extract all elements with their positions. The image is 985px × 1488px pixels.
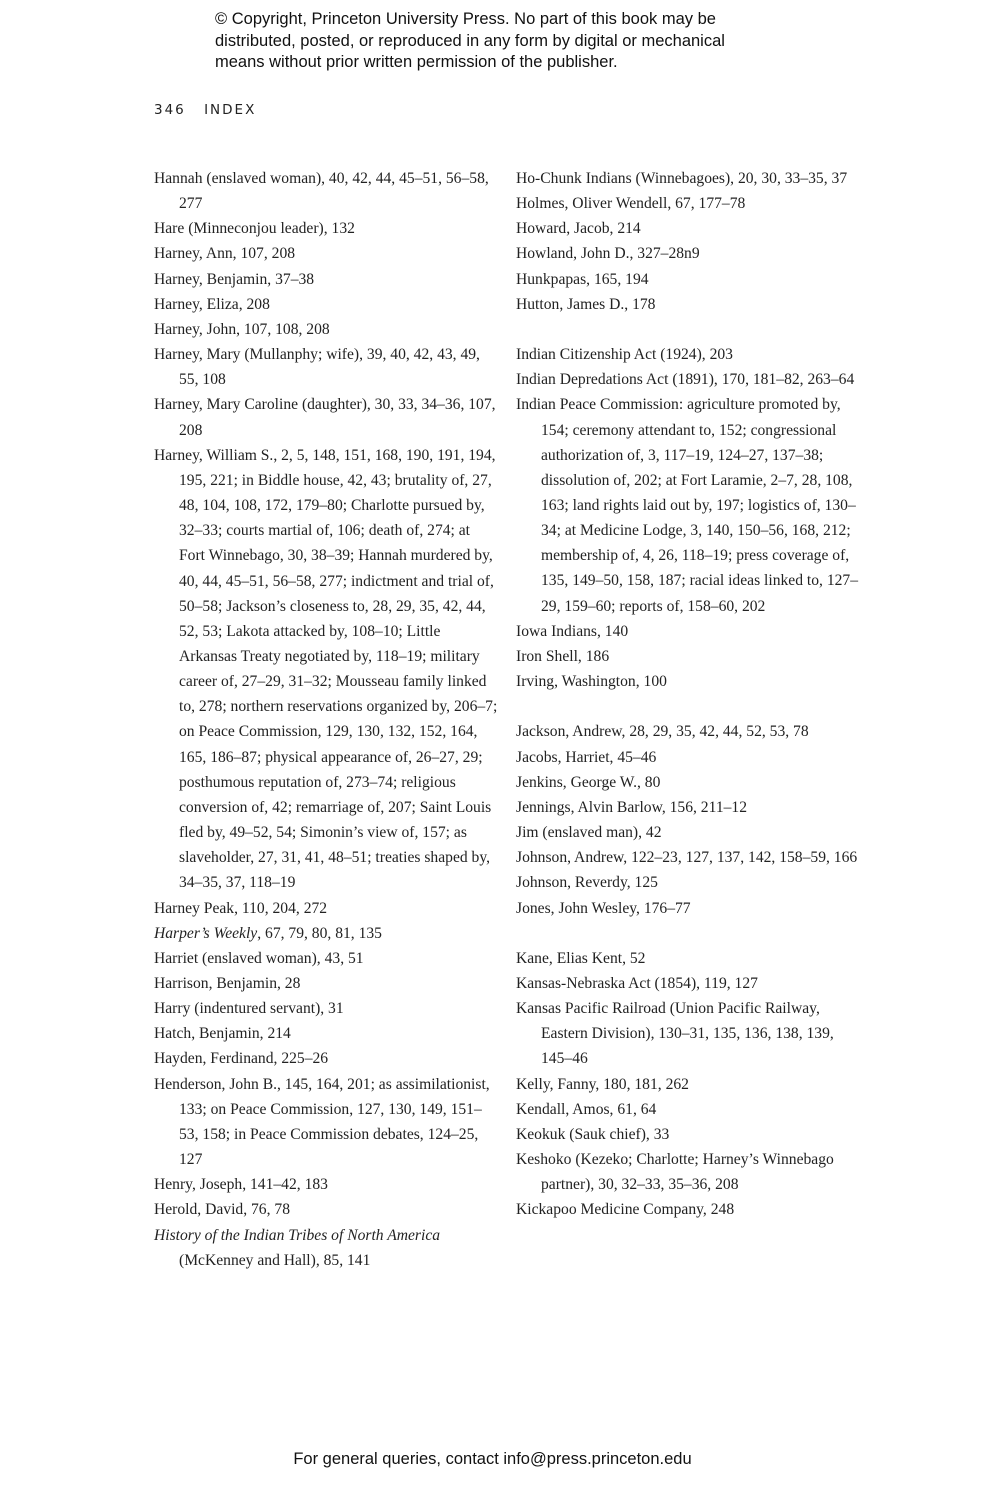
index-entry	[516, 996, 861, 1071]
index-entry-text: Kansas Pacific Railroad (Union Pacific Railway, Eastern Division), 130–31, 135, 136, 138, 139, 145–46	[516, 1000, 834, 1068]
section-title: INDEX	[204, 102, 257, 118]
index-entry	[154, 342, 499, 392]
index-entry-text: Henry, Joseph, 141–42, 183	[154, 1176, 328, 1194]
index-entry-text: Johnson, Andrew, 122–23, 127, 137, 142, 158–59, 166	[516, 849, 858, 867]
index-entry	[516, 795, 861, 820]
index-entry-text: Kickapoo Medicine Company, 248	[516, 1201, 735, 1219]
index-entry	[516, 971, 861, 996]
page-number: 346	[154, 102, 186, 118]
index-entry	[516, 1097, 861, 1122]
index-entry-text: (McKenney and Hall), 85, 141	[179, 1251, 371, 1269]
index-entry-text: Howland, John D., 327–28n9	[516, 245, 700, 263]
index-entry	[516, 392, 861, 618]
index-entry	[516, 216, 861, 241]
index-entry-text: Hannah (enslaved woman), 40, 42, 44, 45–51, 56–58, 277	[154, 170, 489, 213]
index-entry-text: Harney, Mary (Mullanphy; wife), 39, 40, 42, 43, 49, 55, 108	[154, 346, 480, 389]
index-entry-text: Howard, Jacob, 214	[516, 220, 641, 238]
index-entry	[516, 1122, 861, 1147]
index-entry-text: Kane, Elias Kent, 52	[516, 949, 646, 967]
index-entry-text: Irving, Washington, 100	[516, 673, 667, 691]
index-entry	[516, 1197, 861, 1222]
index-entry	[154, 443, 499, 896]
index-entry-text: Harry (indentured servant), 31	[154, 1000, 344, 1018]
running-head	[154, 102, 256, 118]
index-entry	[154, 996, 499, 1021]
index-entry	[154, 216, 499, 241]
index-entry	[516, 191, 861, 216]
index-entry	[516, 619, 861, 644]
index-entry-text: Kansas-Nebraska Act (1854), 119, 127	[516, 974, 758, 992]
index-entry-title: History of the Indian Tribes of North America	[154, 1226, 441, 1244]
index-entry-text: Keokuk (Sauk chief), 33	[516, 1125, 670, 1143]
index-entry-text: Harney, William S., 2, 5, 148, 151, 168, 190, 191, 194, 195, 221; in Biddle house, 42, 43; brutality of, 27, 48, 104, 108, 172, 179–80; Charlotte pursued by, 32–33; courts martial of, 106; death of, 274; at Fort Winnebago, 30, 38–39; Hannah murdered by, 40, 44, 45–51, 56–58, 277; indictment and trial of, 50–58; Jackson’s closeness to, 28, 29, 35, 42, 44, 52, 53; Lakota attacked by, 108–10; Little Arkansas Treaty negotiated by, 118–19; military career of, 27–29, 31–32; Mousseau family linked to, 278; northern reservations organized by, 206–7; on Peace Commission, 129, 130, 132, 152, 164, 165, 186–87; physical appearance of, 26–27, 29; posthumous reputation of, 273–74; religious conversion of, 42; remarriage of, 207; Saint Louis fled by, 49–52, 54; Simonin’s view of, 157; as slaveholder, 27, 31, 41, 48–51; treaties shaped by, 34–35, 37, 118–19	[154, 446, 498, 892]
index-entry	[516, 820, 861, 845]
index-entry	[154, 392, 499, 442]
index-column-right	[516, 166, 861, 1223]
copyright-line: means without prior written permission of the publisher.	[215, 53, 618, 71]
copyright-line: distributed, posted, or reproduced in any form by digital or mechanical	[215, 31, 725, 50]
index-entry-text: Jacobs, Harriet, 45–46	[516, 748, 657, 766]
index-entry	[516, 1072, 861, 1097]
index-entry	[516, 669, 861, 694]
index-entry-text: Iron Shell, 186	[516, 647, 610, 665]
index-entry-text: Iowa Indians, 140	[516, 622, 629, 640]
index-entry	[154, 1021, 499, 1046]
index-entry	[516, 845, 861, 870]
index-entry	[154, 241, 499, 266]
index-entry	[154, 896, 499, 921]
index-entry	[516, 292, 861, 317]
index-entry-text: Hayden, Ferdinand, 225–26	[154, 1050, 329, 1068]
index-entry	[516, 745, 861, 770]
index-entry	[516, 166, 861, 191]
index-entry-text: Henderson, John B., 145, 164, 201; as assimilationist, 133; on Peace Commission, 127, 130, 149, 151–53, 158; in Peace Commission debates, 124–25, 127	[154, 1075, 490, 1169]
index-entry	[516, 770, 861, 795]
index-entry-text: Harrison, Benjamin, 28	[154, 975, 301, 992]
index-entry-text: Hutton, James D., 178	[516, 295, 656, 313]
index-entry-text: Herold, David, 76, 78	[154, 1201, 290, 1219]
index-entry-title: Harper’s Weekly	[154, 924, 258, 942]
index-entry	[154, 921, 499, 946]
index-entry-text: , 67, 79, 80, 81, 135	[257, 924, 382, 942]
index-entry-text: Harney, Ann, 107, 208	[154, 245, 296, 263]
index-entry-text: Hunkpapas, 165, 194	[516, 270, 649, 288]
index-entry	[154, 1172, 499, 1197]
index-entry-text: Hare (Minneconjou leader), 132	[154, 220, 355, 238]
index-entry-text: Harney, Mary Caroline (daughter), 30, 33, 34–36, 107, 208	[154, 396, 496, 439]
index-entry-text: Kendall, Amos, 61, 64	[516, 1100, 657, 1118]
index-entry	[154, 946, 499, 971]
index-entry-text: Indian Citizenship Act (1924), 203	[516, 346, 733, 364]
index-entry-text: Harney Peak, 110, 204, 272	[154, 899, 328, 917]
copyright-notice	[215, 9, 815, 74]
copyright-line: © Copyright, Princeton University Press. No part of this book may be	[215, 10, 716, 28]
index-entry-text: Jackson, Andrew, 28, 29, 35, 42, 44, 52, 53, 78	[516, 723, 809, 741]
index-entry	[516, 367, 861, 392]
index-entry-text: Harriet (enslaved woman), 43, 51	[154, 949, 364, 967]
index-entry	[154, 1223, 499, 1273]
index-entry	[154, 1046, 499, 1071]
index-entry	[516, 870, 861, 895]
index-entry	[154, 1072, 499, 1173]
index-entry-text: Johnson, Reverdy, 125	[516, 874, 658, 892]
index-entry	[516, 267, 861, 292]
index-entry-text: Indian Depredations Act (1891), 170, 181–82, 263–64	[516, 371, 855, 389]
index-entry-text: Keshoko (Kezeko; Charlotte; Harney’s Winnebago partner), 30, 32–33, 35–36, 208	[516, 1151, 834, 1194]
index-entry-text: Holmes, Oliver Wendell, 67, 177–78	[516, 195, 746, 213]
index-entry	[516, 719, 861, 744]
index-entry	[516, 644, 861, 669]
index-column-left	[154, 166, 499, 1273]
index-entry-text: Jenkins, George W., 80	[516, 773, 661, 791]
index-entry-text: Jones, John Wesley, 176–77	[516, 899, 691, 917]
index-entry	[154, 317, 499, 342]
index-entry-text: Hatch, Benjamin, 214	[154, 1025, 291, 1043]
index-entry	[154, 1197, 499, 1222]
index-entry	[154, 292, 499, 317]
index-entry-text: Jennings, Alvin Barlow, 156, 211–12	[516, 798, 748, 816]
index-entry	[154, 166, 499, 216]
index-entry-text: Harney, Eliza, 208	[154, 295, 270, 313]
index-entry-text: Ho-Chunk Indians (Winnebagoes), 20, 30, 33–35, 37	[516, 170, 848, 187]
index-entry	[154, 971, 499, 996]
index-entry	[516, 342, 861, 367]
index-entry	[516, 896, 861, 921]
index-entry-text: Jim (enslaved man), 42	[516, 824, 662, 842]
index-entry	[154, 267, 499, 292]
index-entry-text: Indian Peace Commission: agriculture promoted by, 154; ceremony attendant to, 152; congressional authorization of, 3, 117–19, 124–27, 137–38; dissolution of, 202; at Fort Laramie, 2–7, 28, 108, 163; land rights laid out by, 197; logistics of, 130–34; at Medicine Lodge, 3, 140, 150–56, 168, 212; membership of, 4, 26, 118–19; press coverage of, 135, 149–50, 158, 187; racial ideas linked to, 127–29, 159–60; reports of, 158–60, 202	[516, 396, 859, 615]
index-entry	[516, 946, 861, 971]
index-entry	[516, 241, 861, 266]
footer-contact: For general queries, contact info@press.princeton.edu	[293, 1450, 692, 1468]
index-entry	[516, 1147, 861, 1197]
index-entry-text: Harney, John, 107, 108, 208	[154, 320, 330, 338]
index-entry-text: Harney, Benjamin, 37–38	[154, 270, 315, 288]
index-entry-text: Kelly, Fanny, 180, 181, 262	[516, 1075, 689, 1093]
